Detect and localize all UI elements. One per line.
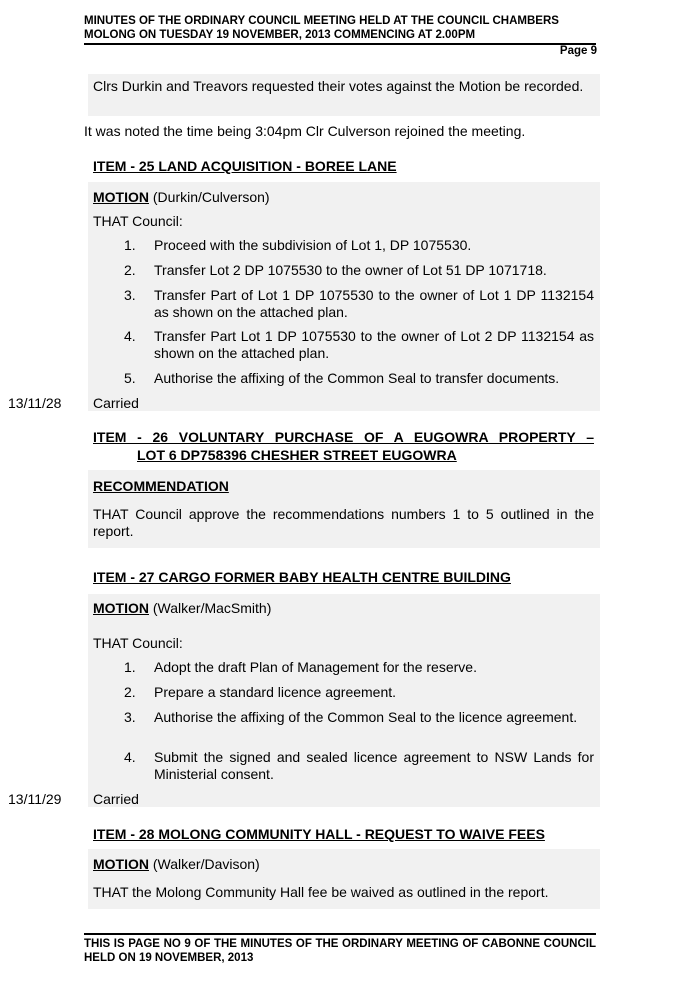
list-number: 1. [124,659,136,675]
time-note: It was noted the time being 3:04pm Clr Culverson rejoined the meeting. [84,123,526,139]
carried-label: Carried [93,395,139,411]
header-line-1: MINUTES OF THE ORDINARY COUNCIL MEETING HELD AT THE COUNCIL CHAMBERS [84,15,559,27]
footer-rule [84,933,596,935]
item-26-title-line-1: ITEM - 26 VOLUNTARY PURCHASE OF A EUGOWRA PROPERTY – [93,429,594,445]
page-header [84,14,596,42]
resolution-number: 13/11/29 [8,791,62,807]
item-25-intro: THAT Council: [93,213,183,229]
list-item [124,749,594,783]
item-27-motion [93,599,271,617]
movers: (Durkin/Culverson) [149,189,270,205]
item-27-title: ITEM - 27 CARGO FORMER BABY HEALTH CENTRE BUILDING [93,569,511,585]
item-28-text: THAT the Molong Community Hall fee be waived as outlined in the report. [93,884,549,900]
header-line-2: MOLONG ON TUESDAY 19 NOVEMBER, 2013 COMMENCING AT 2.00PM [84,29,476,41]
list-number: 2. [124,684,136,700]
list-text: Transfer Part Lot 1 DP 1075530 to the owner of Lot 2 DP 1132154 as shown on the attached plan. [154,328,594,361]
list-number: 1. [124,237,136,253]
list-number: 4. [124,749,136,765]
header-rule [84,43,596,45]
item-26-text: THAT Council approve the recommendations numbers 1 to 5 outlined in the report. [93,506,594,539]
list-text: Transfer Lot 2 DP 1075530 to the owner of Lot 51 DP 1071718. [154,262,547,278]
movers: (Walker/Davison) [149,856,260,872]
list-item [124,287,594,321]
list-text: Prepare a standard licence agreement. [154,684,397,700]
list-item [124,237,594,254]
list-number: 3. [124,709,136,725]
page-number: Page 9 [559,45,597,57]
list-text: Submit the signed and sealed licence agreement to NSW Lands for Ministerial consent. [154,749,594,782]
list-item [124,262,594,279]
list-item [124,709,594,726]
list-item [124,684,594,701]
item-26-title [93,428,594,464]
list-text: Adopt the draft Plan of Management for the reserve. [154,659,477,675]
item-27-intro: THAT Council: [93,635,183,651]
movers: (Walker/MacSmith) [149,600,272,616]
item-28-motion [93,855,260,873]
recommendation-label: RECOMMENDATION [93,478,229,494]
list-text: Transfer Part of Lot 1 DP 1075530 to the owner of Lot 1 DP 1132154 as shown on the attached plan. [154,287,594,320]
list-text: Proceed with the subdivision of Lot 1, DP 1075530. [154,237,472,253]
list-number: 5. [124,370,136,386]
item-26-title-line-2: LOT 6 DP758396 CHESHER STREET EUGOWRA [137,447,457,463]
page-footer: THIS IS PAGE NO 9 OF THE MINUTES OF THE ORDINARY MEETING OF CABONNE COUNCIL HELD ON 19 NOVEMBER, 2013 [84,938,596,964]
list-text: Authorise the affixing of the Common Seal to transfer documents. [154,370,560,386]
list-item [124,328,594,362]
resolution-number: 13/11/28 [8,395,62,411]
list-number: 4. [124,328,136,344]
item-28-title: ITEM - 28 MOLONG COMMUNITY HALL - REQUEST TO WAIVE FEES [93,826,545,842]
motion-label: MOTION [93,856,149,872]
item-25-title: ITEM - 25 LAND ACQUISITION - BOREE LANE [93,158,397,174]
motion-label: MOTION [93,600,149,616]
list-number: 3. [124,287,136,303]
list-item [124,370,594,387]
list-text: Authorise the affixing of the Common Seal to the licence agreement. [154,709,578,725]
clrs-note: Clrs Durkin and Treavors requested their votes against the Motion be recorded. [93,78,584,94]
carried-label: Carried [93,791,139,807]
list-item [124,659,594,676]
item-25-motion [93,188,270,206]
list-number: 2. [124,262,136,278]
motion-label: MOTION [93,189,149,205]
